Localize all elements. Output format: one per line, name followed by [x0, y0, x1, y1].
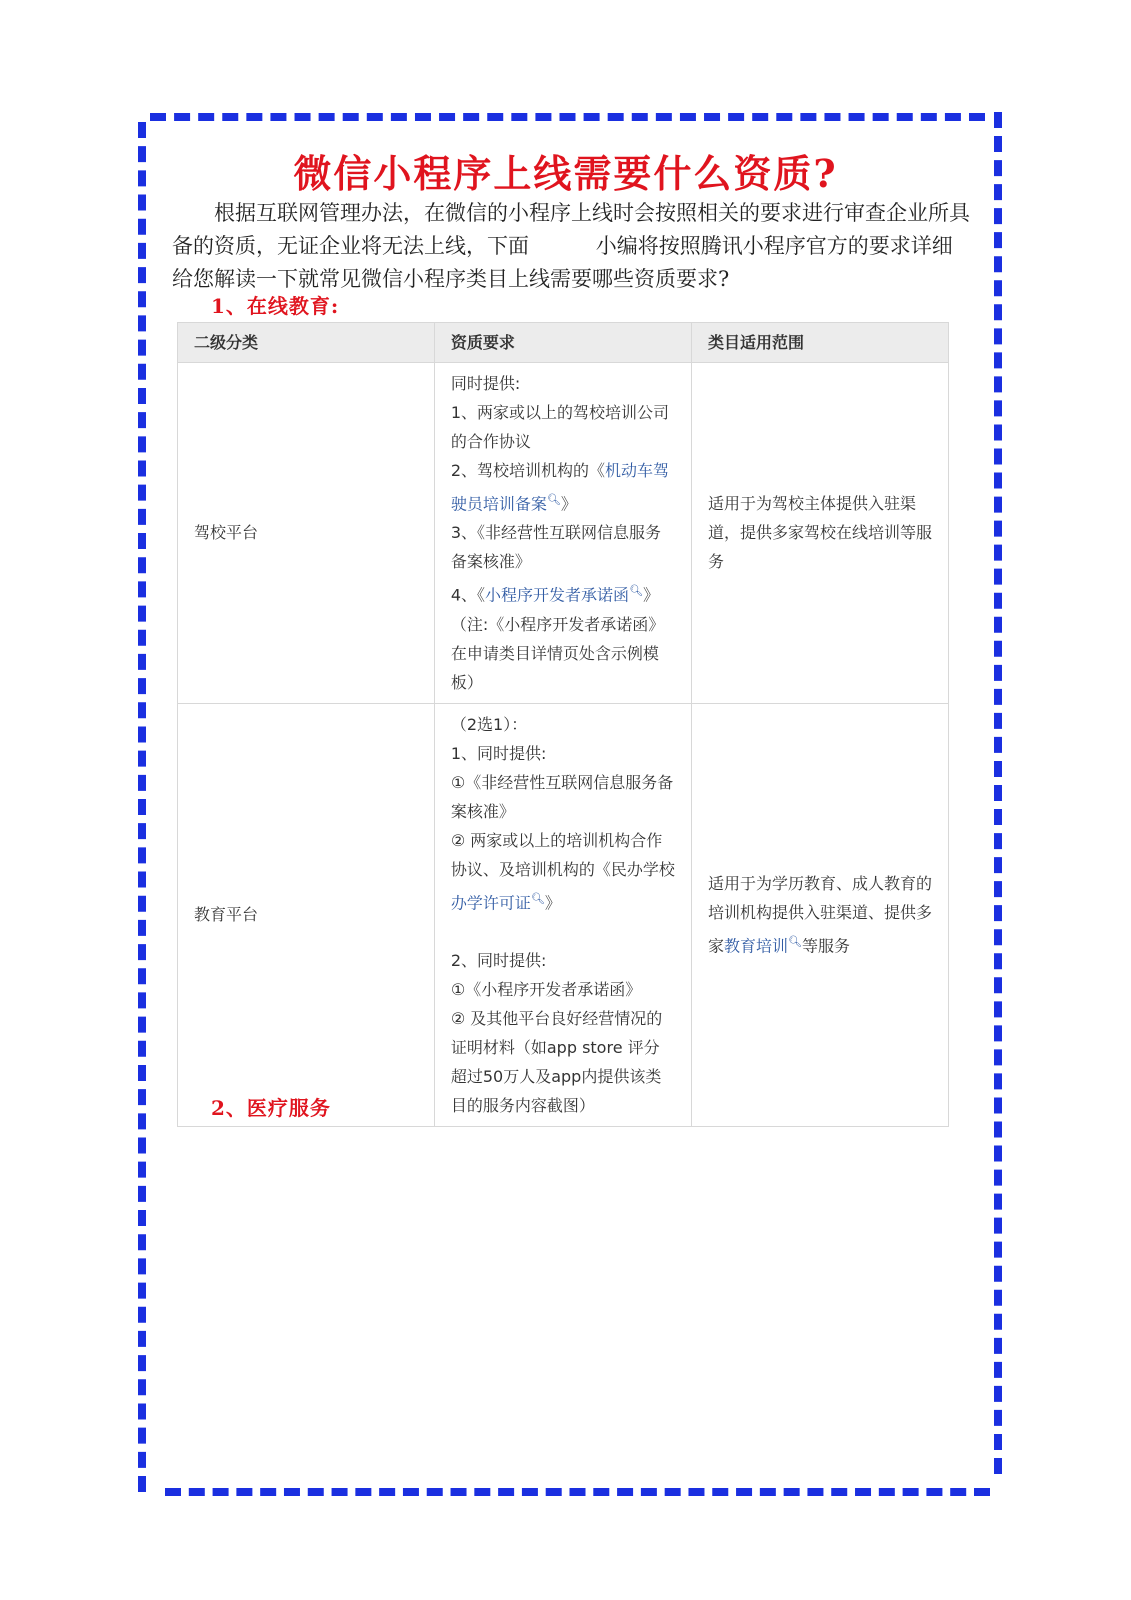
- req-line: ①《非经营性互联网信息服务备案核准》: [450, 772, 674, 821]
- req-line: [451, 456, 675, 518]
- link-developer-commitment-letter[interactable]: 小程序开发者承诺函: [485, 585, 630, 605]
- req-line: ①《小程序开发者承诺函》: [450, 979, 642, 999]
- req-text: ② 两家或以上的培训机构合作协议、及培训机构的《民办学校: [450, 830, 675, 879]
- link-school-license[interactable]: 办学许可证: [450, 892, 531, 912]
- intro-paragraph: 根据互联网管理办法，在微信的小程序上线时会按照相关的要求进行审查企业所具备的资质，无证企业将无法上线，下面 小编将按照腾讯小程序官方的要求详细给您解读一下就常见微信小程序类目上线需要哪些资质要求?: [172, 201, 970, 291]
- link-education-training[interactable]: 教育培训: [723, 936, 788, 956]
- magnifier-icon[interactable]: 🔍︎: [788, 935, 802, 949]
- req-text: 》: [544, 892, 561, 912]
- frame-left-border: [138, 122, 146, 1492]
- magnifier-icon[interactable]: 🔍︎: [530, 891, 545, 905]
- req-line: 1、两家或以上的驾校培训公司的合作协议: [450, 403, 670, 451]
- header-category: 二级分类: [178, 323, 435, 363]
- req-line: 2、同时提供:: [450, 950, 547, 970]
- req-line: （2选1）：: [450, 714, 528, 734]
- link-driver-training-filing[interactable]: 机动车驾驶员培训备案: [450, 461, 670, 514]
- scope-cell: [691, 703, 948, 1126]
- req-text: 》（注:《小程序开发者承诺函》在申请类目详情页处含示例模板）: [450, 585, 665, 692]
- header-requirements: 资质要求: [434, 323, 691, 363]
- requirements-cell: [434, 703, 691, 1126]
- scope-text: 适用于为学历教育、成人教育的培训机构提供入驻渠道、提供多家: [707, 874, 932, 956]
- section-heading-medical-services: 2、医疗服务: [211, 1096, 331, 1120]
- page-title: 微信小程序上线需要什么资质?: [293, 151, 838, 196]
- category-cell: 教育平台: [178, 703, 435, 1126]
- frame-right-border: [994, 112, 1002, 1474]
- req-text: 》: [560, 494, 577, 514]
- table-header-row: [178, 323, 949, 363]
- req-line: [451, 826, 675, 917]
- req-line: 3、《非经营性互联网信息服务备案核准》: [450, 523, 662, 572]
- magnifier-icon[interactable]: 🔍︎: [546, 493, 561, 506]
- req-text: 4、《: [450, 585, 486, 605]
- magnifier-icon[interactable]: 🔍︎: [629, 584, 644, 598]
- frame-top-border: [150, 113, 985, 121]
- table-row: [178, 703, 949, 1126]
- category-cell: 驾校平台: [178, 363, 435, 704]
- scope-cell: 适用于为驾校主体提供入驻渠道，提供多家驾校在线培训等服务: [691, 363, 948, 704]
- header-scope: 类目适用范围: [691, 323, 948, 363]
- requirements-cell: [434, 363, 691, 704]
- frame-bottom-border: [165, 1488, 990, 1496]
- req-line: 同时提供:: [450, 374, 521, 393]
- req-line: [451, 576, 675, 696]
- line-gap: [451, 917, 675, 946]
- req-line: ② 及其他平台良好经营情况的证明材料（如app store 评分超过50万人及app内提供该类目的服务内容截图）: [450, 1008, 663, 1115]
- req-text: 2、驾校培训机构的《: [450, 461, 606, 480]
- section-heading-online-education: 1、在线教育:: [211, 294, 340, 318]
- table-row: [178, 363, 949, 704]
- scope-text: 等服务: [801, 936, 850, 956]
- req-line: 1、同时提供:: [450, 743, 547, 763]
- qualification-table: [177, 322, 949, 1127]
